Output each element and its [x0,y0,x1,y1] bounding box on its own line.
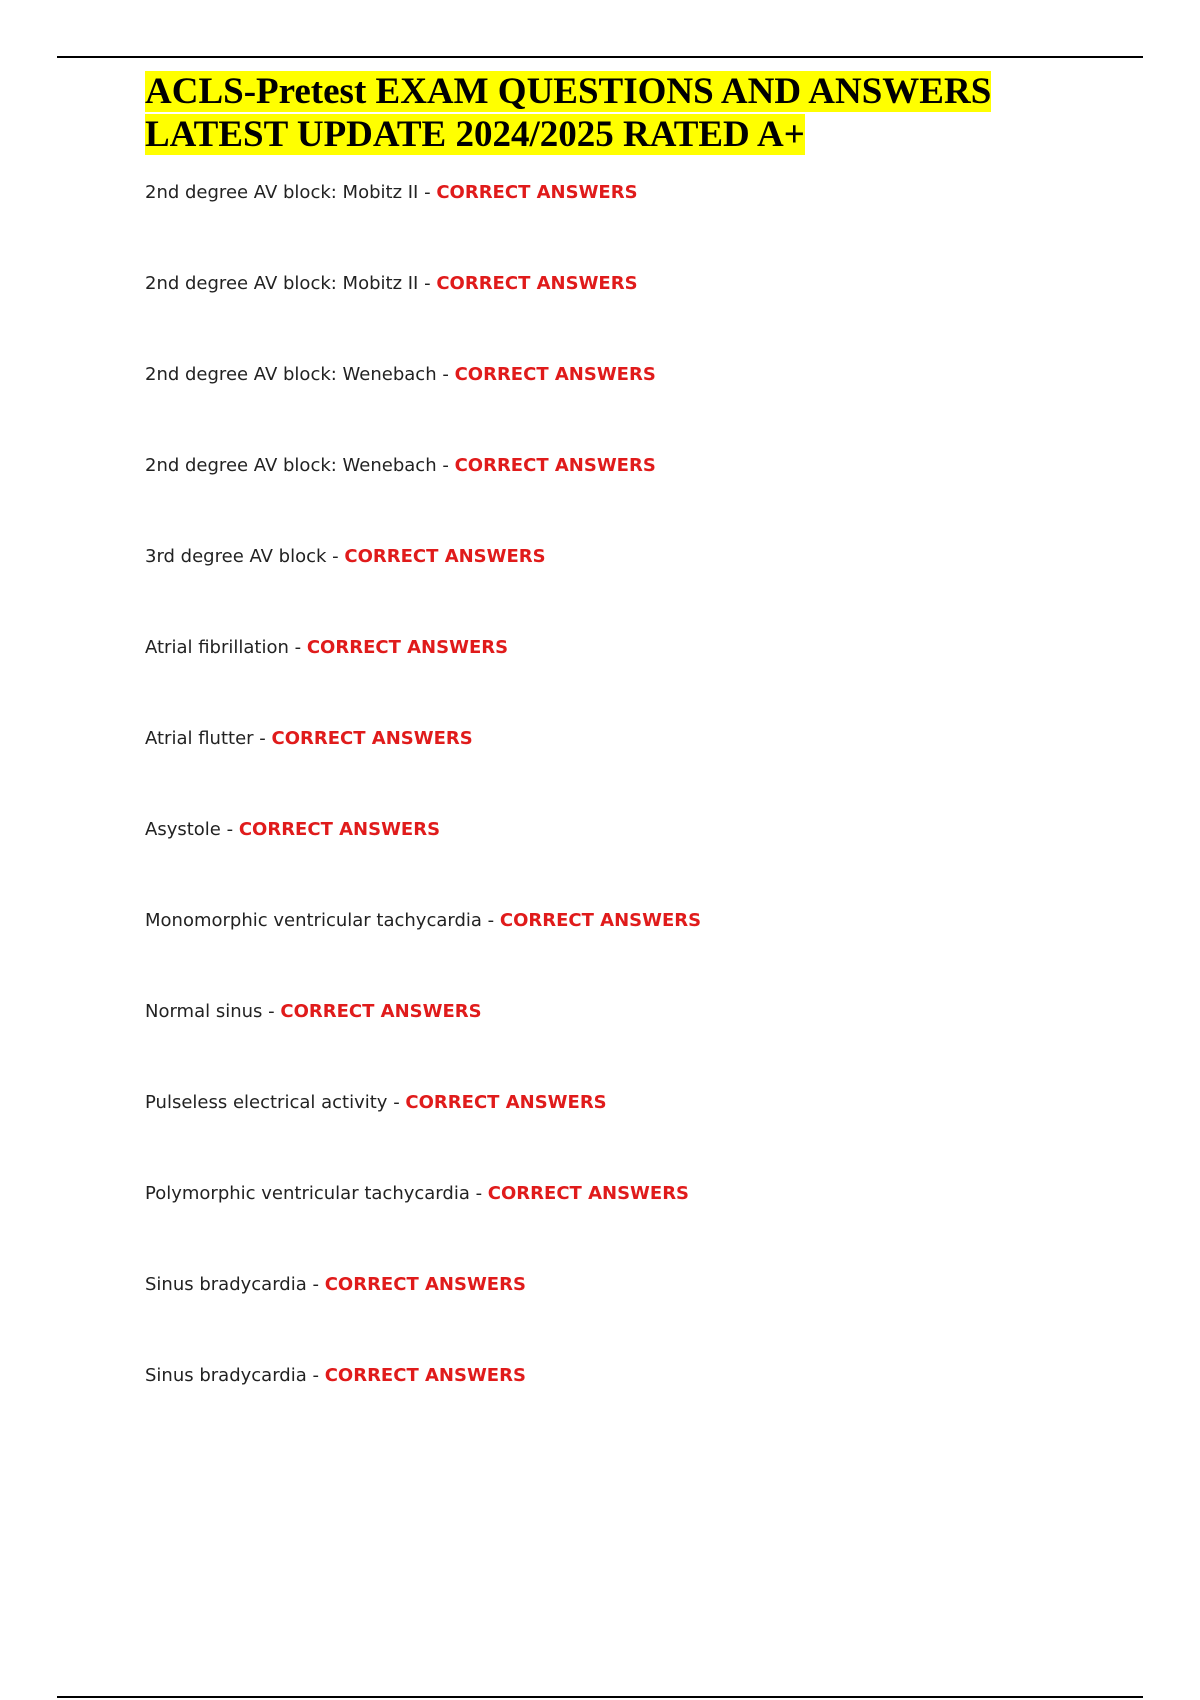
answer-text: CORRECT ANSWERS [238,819,441,840]
question-text: 2nd degree AV block: Mobitz II [145,273,419,294]
question-text: Polymorphic ventricular tachycardia [145,1183,470,1204]
answer-text: CORRECT ANSWERS [436,273,638,294]
list-item [145,544,701,635]
list-item [145,635,701,726]
question-text: Normal sinus [145,1001,263,1022]
separator: - [418,273,437,294]
separator: - [436,364,455,385]
list-item [145,726,701,817]
answer-text: CORRECT ANSWERS [499,910,702,931]
top-rule [57,56,1143,58]
separator: - [253,728,272,749]
answer-text: CORRECT ANSWERS [280,1001,482,1022]
list-item [145,271,701,362]
separator: - [288,637,307,658]
separator: - [387,1092,406,1113]
answer-text: CORRECT ANSWERS [405,1092,607,1113]
list-item [145,180,701,271]
question-text: 2nd degree AV block: Wenebach [145,364,437,385]
title-line-1: ACLS-Pretest EXAM QUESTIONS AND ANSWERS [145,71,992,112]
separator: - [262,1001,281,1022]
bottom-rule [57,1696,1143,1698]
question-text: 2nd degree AV block: Mobitz II [145,182,419,203]
answer-text: CORRECT ANSWERS [344,546,546,567]
separator: - [469,1183,488,1204]
answer-text: CORRECT ANSWERS [436,182,638,203]
separator: - [481,910,500,931]
list-item [145,999,701,1090]
separator: - [306,1274,325,1295]
separator: - [306,1365,325,1386]
separator: - [326,546,345,567]
separator: - [418,182,437,203]
list-item [145,1090,701,1181]
question-text: 2nd degree AV block: Wenebach [145,455,437,476]
list-item [145,1272,701,1363]
question-text: Monomorphic ventricular tachycardia [145,910,482,931]
question-text: Asystole [145,819,221,840]
answer-text: CORRECT ANSWERS [487,1183,690,1204]
separator: - [436,455,455,476]
separator: - [220,819,239,840]
title-line-2: LATEST UPDATE 2024/2025 RATED A+ [145,114,805,155]
question-text: Sinus bradycardia [145,1274,307,1295]
answer-text: CORRECT ANSWERS [324,1365,526,1386]
list-item [145,1363,701,1454]
qa-list [145,180,701,1454]
list-item [145,453,701,544]
question-text: Atrial fibrillation [145,637,289,658]
list-item [145,817,701,908]
list-item [145,362,701,453]
question-text: Pulseless electrical activity [145,1092,388,1113]
list-item [145,908,701,999]
document-title [145,70,1145,156]
answer-text: CORRECT ANSWERS [454,455,656,476]
answer-text: CORRECT ANSWERS [324,1274,526,1295]
question-text: 3rd degree AV block [145,546,327,567]
list-item [145,1181,701,1272]
question-text: Atrial flutter [145,728,254,749]
answer-text: CORRECT ANSWERS [306,637,509,658]
answer-text: CORRECT ANSWERS [454,364,656,385]
answer-text: CORRECT ANSWERS [271,728,473,749]
question-text: Sinus bradycardia [145,1365,307,1386]
